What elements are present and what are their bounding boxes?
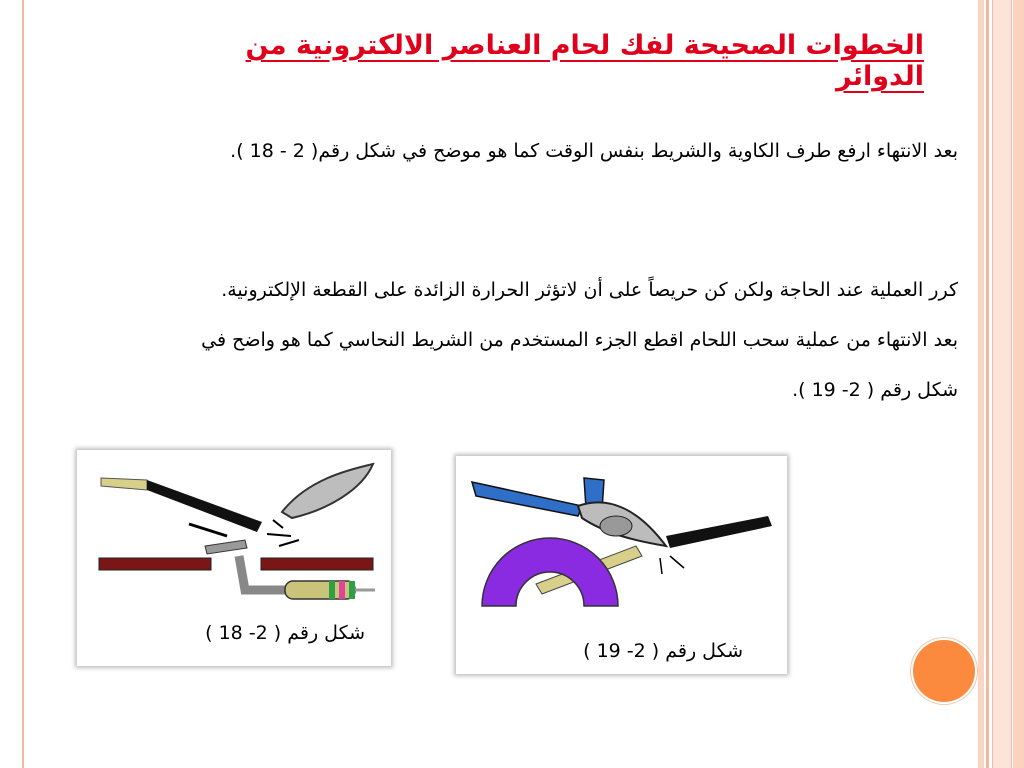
desoldering-illustration (77, 450, 391, 620)
stripe-2 (986, 0, 989, 768)
left-edge-stripe (0, 0, 24, 768)
figure-2-19-caption: شكل رقم ( 2- 19 ) (583, 640, 743, 662)
figure-2-19 (456, 456, 787, 674)
stripe-3 (992, 0, 1012, 768)
slide-title: الخطوات الصحيحة لفك لحام العناصر الالكترونية من الدوائر (245, 30, 924, 92)
cutter-illustration (456, 456, 787, 626)
figure-2-18-caption: شكل رقم ( 2- 18 ) (205, 622, 365, 644)
paragraph-2-line-3: شكل رقم ( 2- 19 ). (792, 379, 958, 401)
decorative-orange-circle (913, 640, 975, 702)
stripe-4 (1013, 0, 1024, 768)
stripe-1 (978, 0, 984, 768)
paragraph-2-line-2: بعد الانتهاء من عملية سحب اللحام اقطع الجزء المستخدم من الشريط النحاسي كما هو واضح في (201, 329, 958, 351)
paragraph-1: بعد الانتهاء ارفع طرف الكاوية والشريط بنفس الوقت كما هو موضح في شكل رقم( 2 - 18 ). (230, 140, 958, 162)
paragraph-2-line-1: كرر العملية عند الحاجة ولكن كن حريصاً على أن لاتؤثر الحرارة الزائدة على القطعة الإلكترونية. (221, 279, 958, 301)
figure-2-18 (77, 450, 391, 666)
paragraph-2 (43, 265, 958, 415)
